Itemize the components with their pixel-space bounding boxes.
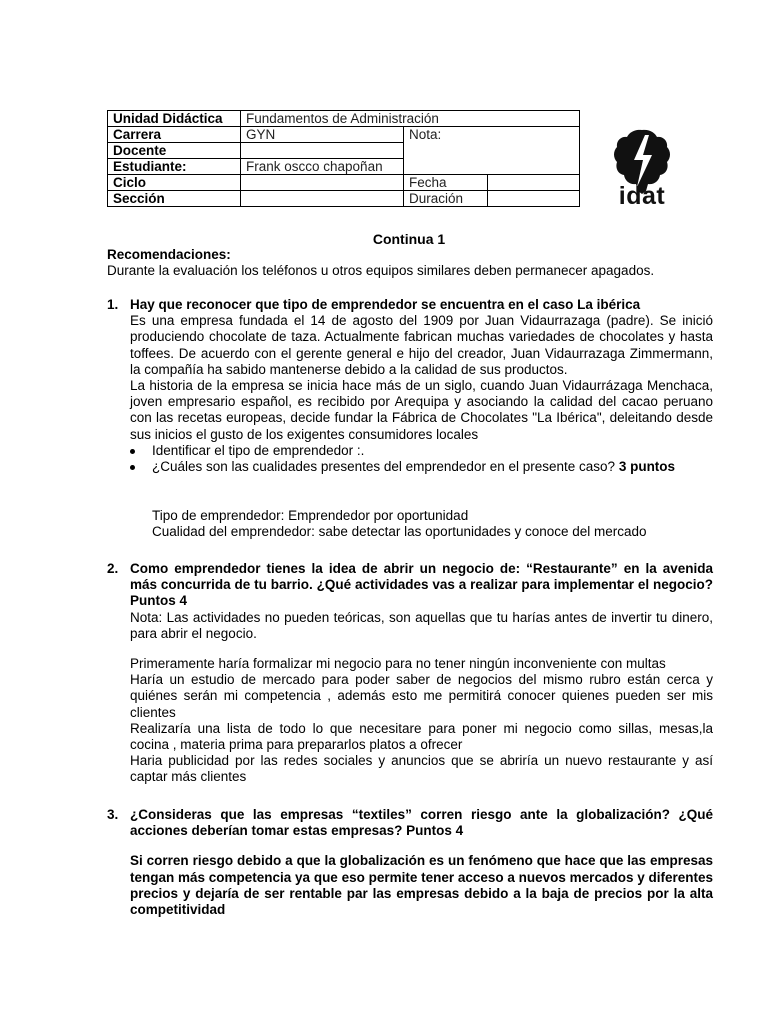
bullet-1-text: Identificar el tipo de emprendedor :. [152,442,365,458]
row-seccion [108,191,580,207]
question-1-text: Hay que reconocer que tipo de emprendedor se encuentra en el caso La ibérica [130,297,641,312]
row-carrera [108,127,580,143]
question-2-answer-2: Haría un estudio de mercado para poder saber de negocios del mismo rubro están cerca y quiénes serán mi competencia , además esto me permitirá conocer quienes pueden ser mis clientes [130,672,713,720]
docente-label: Docente [108,143,241,159]
bullet-dot-icon [130,465,135,470]
question-1-number: 1. [107,297,119,312]
docente-value [241,143,404,159]
question-1-bullets [130,443,713,475]
question-2-note: Nota: Las actividades no pueden teóricas, son aquellas que tu harías antes de invertir tu dinero, para abrir el negocio. [130,609,713,641]
question-3 [107,807,713,918]
question-2-answer-1: Primeramente haría formalizar mi negocio para no tener ningún inconveniente con multas [130,656,666,672]
question-1 [107,297,713,541]
seccion-label: Sección [108,191,241,207]
question-1-answer-1: Tipo de emprendedor: Emprendedor por oportunidad [152,508,469,524]
page-title: Continua 1 [372,231,446,247]
question-3-number: 3. [107,807,119,822]
question-1-paragraph-2: La historia de la empresa se inicia hace más de un siglo, cuando Juan Vidaurrázaga Menchaca, joven empresario español, es recibido por Arequipa y asociando la calidad del cacao peruano con las recetas europeas, decide fundar la Fábrica de Chocolates "La Ibérica", deleitando desde sus inicios el gusto de los exigentes consumidores locales [130,378,713,442]
ciclo-label: Ciclo [108,175,241,191]
question-1-paragraph-1: Es una empresa fundada el 14 de agosto del 1909 por Juan Vidaurrazaga (padre). Se inició produciendo chocolate de taza. Actualmente fabrican muchas variedades de chocolates y hasta toffees. De acuerdo con el gerente general e hijo del creador, Juan Vidaurrazaga Zimmermann, la compañía ha sabido mantenerse debido a la calidad de sus productos. [130,313,713,377]
list-item [130,443,713,459]
recommendations-text: Durante la evaluación los teléfonos u otros equipos similares deben permanecer apagados. [107,263,655,279]
unidad-value: Fundamentos de Administración [241,111,580,127]
bullet-2-points: 3 puntos [618,459,676,475]
question-1-answer-2: Cualidad del emprendedor: sabe detectar las oportunidades y conoce del mercado [152,524,647,540]
question-3-text: ¿Consideras que las empresas “textiles” corren riesgo ante la globalización? ¿Qué acciones deberían tomar estas empresas? Puntos 4 [130,807,713,839]
duracion-label: Duración [404,191,488,207]
recommendations-heading: Recomendaciones: [107,247,231,262]
recommendations [107,247,713,279]
row-ciclo [108,175,580,191]
bullet-2-text: ¿Cuáles son las cualidades presentes del emprendedor en el presente caso? [152,459,616,475]
carrera-label: Carrera [108,127,241,143]
list-item [130,459,713,475]
question-2-answer-3: Realizaría una lista de todo lo que necesitare para poner mi negocio como sillas, mesas,la cocina , materia prima para prepararlos platos a ofrecer [130,720,713,753]
question-2-answer-4: Haria publicidad por las redes sociales y anuncios que se abriría un nuevo restaurante y así captar más clientes [130,753,713,785]
question-2 [107,561,713,786]
question-3-answer: Si corren riesgo debido a que la globalización es un fenómeno que hace que las empresas tengan más competencia ya que eso permite tener acceso a nuevos mercados y diferentes precios y dejaría de ser rentable par las empresas debido a la baja de precios por la alta competitividad [130,853,713,918]
nota-cell [404,127,580,175]
fecha-label: Fecha [404,175,488,191]
idat-logo-text: idat [618,182,666,210]
question-2-number: 2. [107,561,119,576]
bullet-dot-icon [130,449,135,454]
nota-label: Nota: [409,127,442,142]
estudiante-value: Frank oscco chapoñan [241,159,404,175]
unidad-label: Unidad Didáctica [108,111,241,127]
carrera-value: GYN [241,127,404,143]
question-2-text: Como emprendedor tienes la idea de abrir un negocio de: “Restaurante” en la avenida más concurrida de tu barrio. ¿Qué actividades vas a realizar para implementar el negocio? Puntos 4 [130,561,713,609]
duracion-value [488,191,580,207]
seccion-value [241,191,404,207]
ciclo-value [241,175,404,191]
row-unidad [108,111,580,127]
fecha-value [488,175,580,191]
header-table [107,110,580,207]
estudiante-label: Estudiante: [108,159,241,175]
